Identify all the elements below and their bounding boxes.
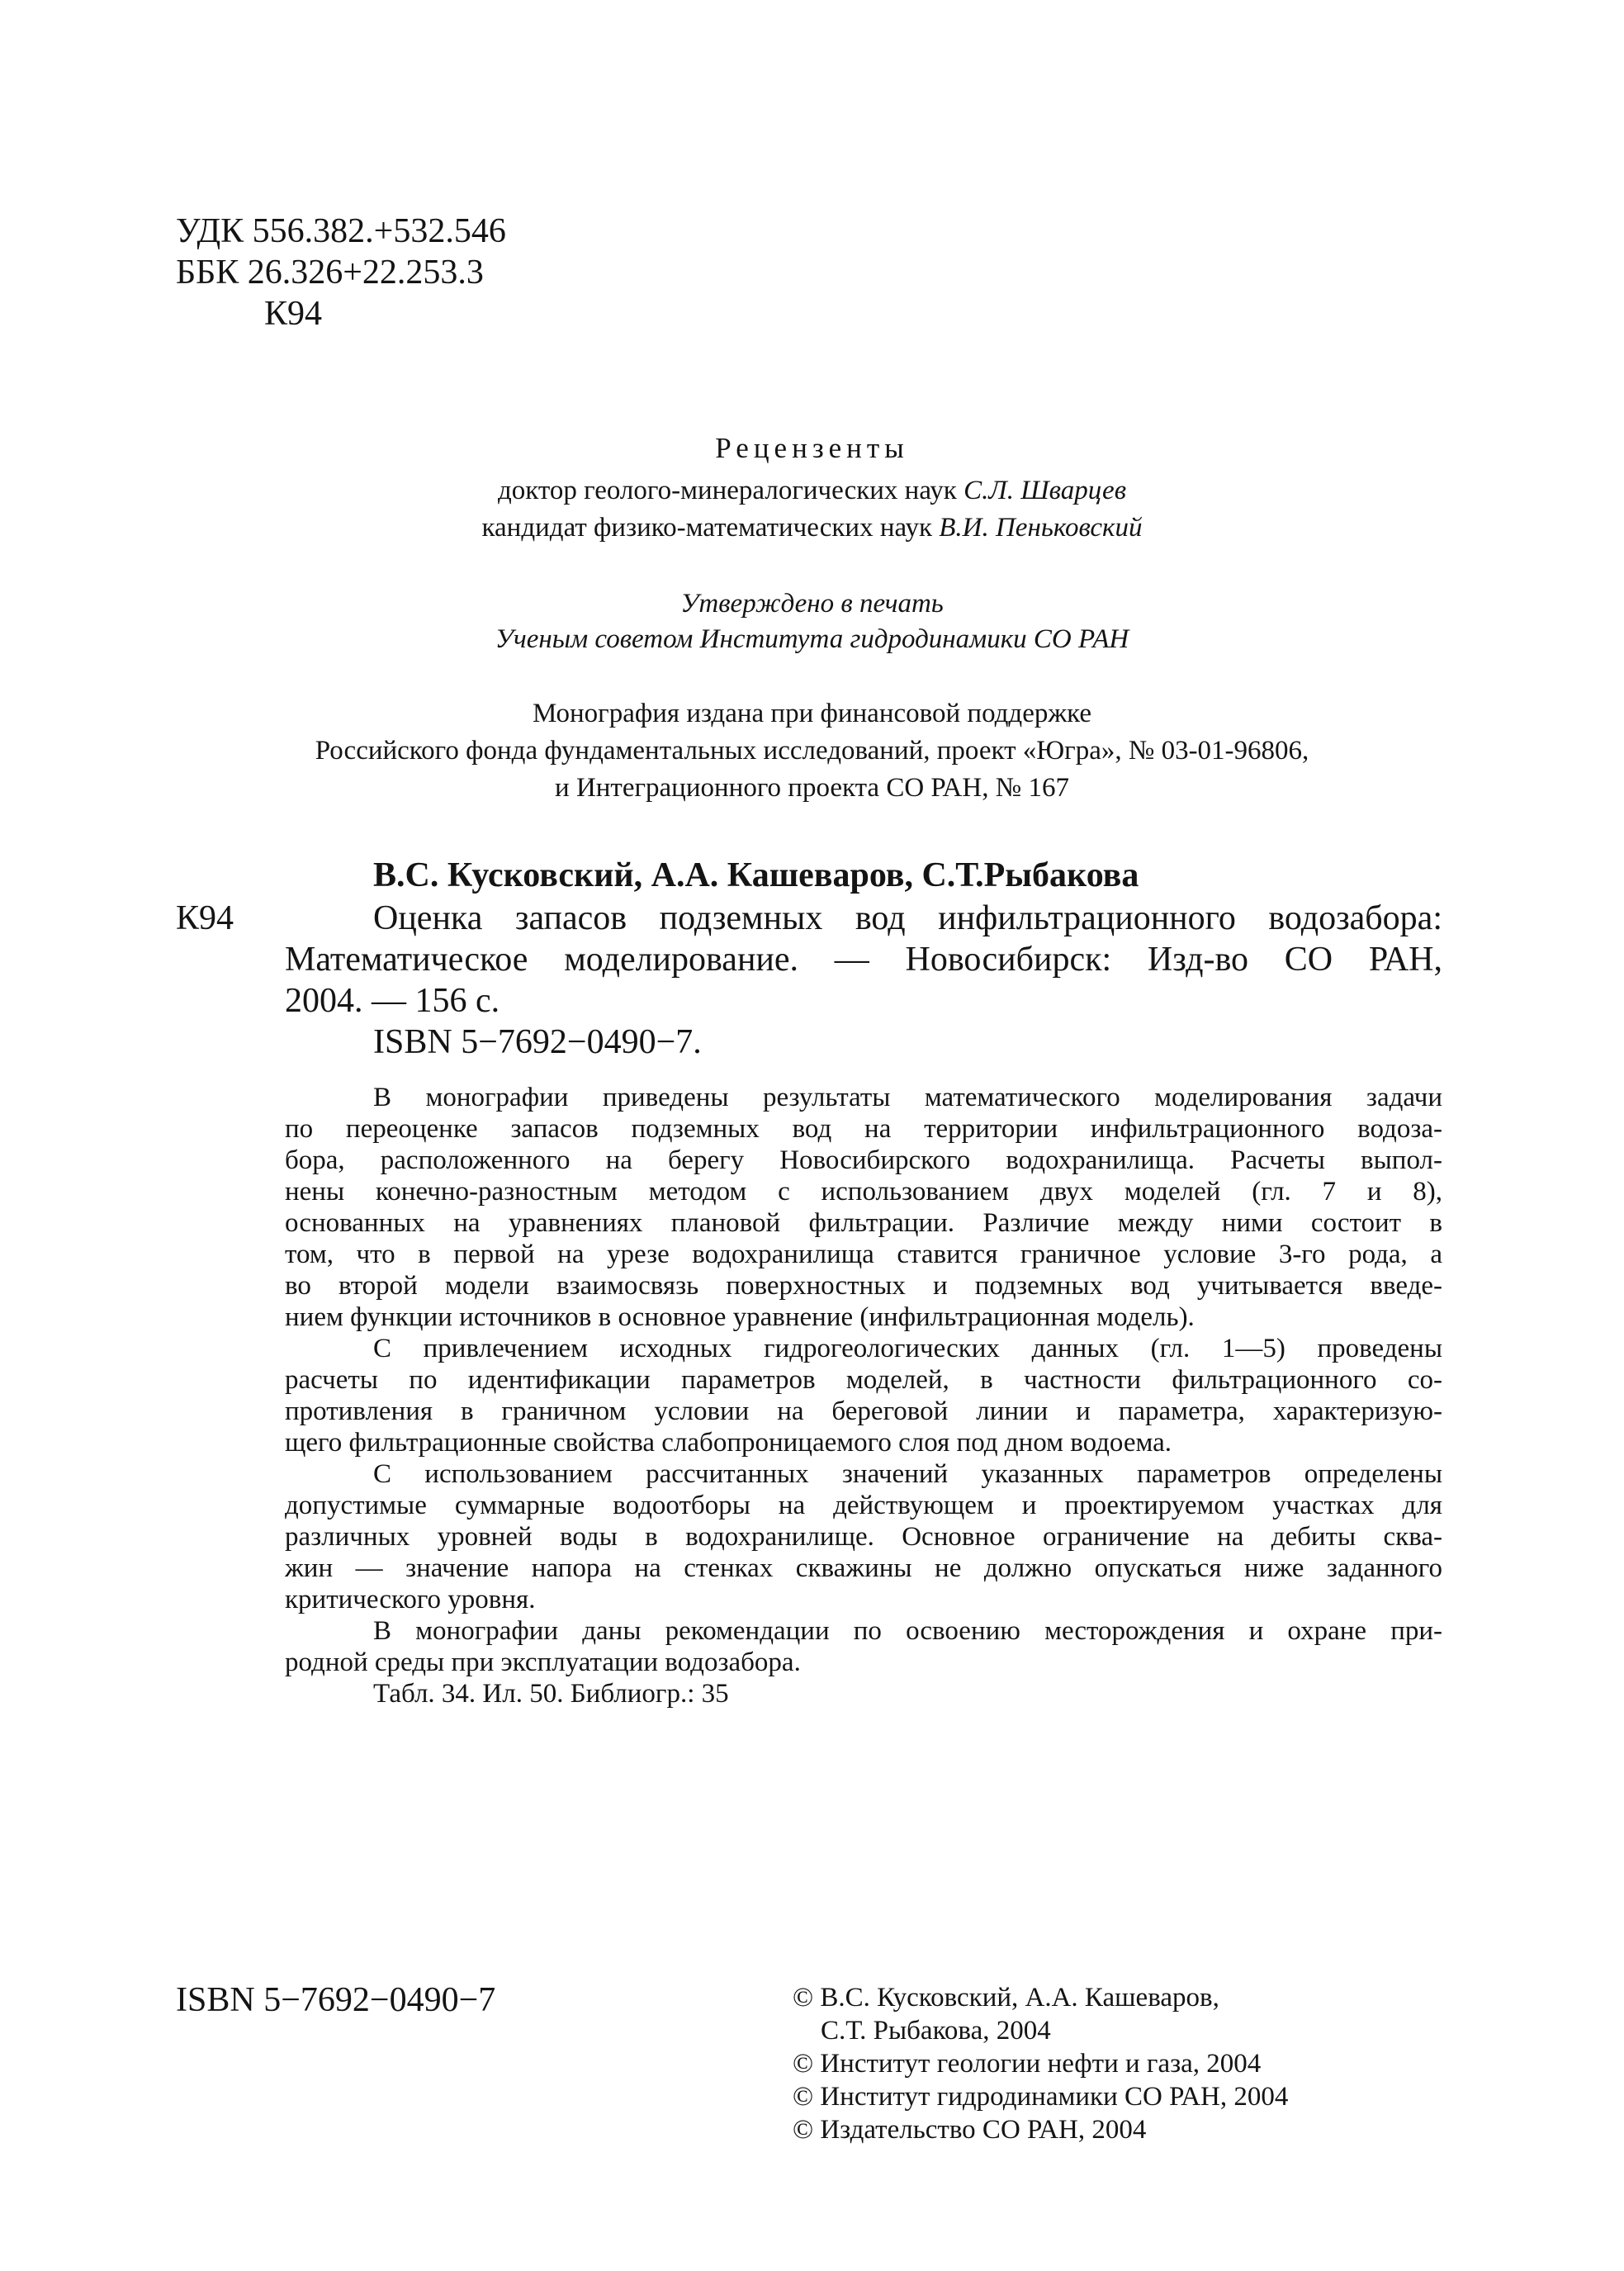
support-line-3: и Интеграционного проекта СО РАН, № 167	[555, 773, 1069, 803]
abstract-line: допустимые суммарные водоотборы на действующем и проектируемом участках для	[285, 1491, 1442, 1520]
support-line-1: Монография издана при финансовой поддержке	[532, 699, 1091, 728]
citation-title-line-3: 2004. — 156 с.	[285, 982, 500, 1020]
abstract-line: С использованием рассчитанных значений указанных параметров определены	[373, 1459, 1442, 1489]
abstract-line: по переоценке запасов подземных вод на территории инфильтрационного водоза-	[285, 1114, 1442, 1144]
footer-isbn: ISBN 5−7692−0490−7	[176, 1981, 496, 2019]
approval-line-2: Ученым советом Института гидродинамики СО РАН	[495, 624, 1129, 654]
abstract-line: нены конечно-разностным методом с использованием двух моделей (гл. 7 и 8),	[285, 1177, 1442, 1207]
approval-line-1: Утверждено в печать	[680, 589, 944, 619]
abstract-line: противления в граничном условии на береговой линии и параметра, характеризую-	[285, 1396, 1442, 1426]
abstract-line: нием функции источников в основное уравнение (инфильтрационная модель).	[285, 1302, 1195, 1332]
bbk-code: ББК 26.326+22.253.3	[176, 254, 484, 292]
reviewers-heading: Рецензенты	[715, 432, 909, 464]
abstract-line: основанных на уравнениях плановой фильтрации. Различие между ними состоит в	[285, 1208, 1442, 1238]
udk-code: УДК 556.382.+532.546	[176, 212, 506, 250]
abstract-line: во второй модели взаимосвязь поверхностных и подземных вод учитывается введе-	[285, 1271, 1442, 1301]
abstract-line: критического уровня.	[285, 1585, 536, 1614]
abstract-line: жин — значение напора на стенках скважины не должно опускаться ниже заданного	[285, 1553, 1442, 1583]
citation-title-line-1: Оценка запасов подземных вод инфильтрационного водозабора:	[373, 899, 1442, 937]
copyright-line: © Институт гидродинамики СО РАН, 2004	[793, 2082, 1289, 2112]
reviewer-1-name: С.Л. Шварцев	[964, 476, 1127, 505]
abstract-line: расчеты по идентификации параметров моделей, в частности фильтрационного со-	[285, 1365, 1442, 1395]
copyright-line: © Издательство СО РАН, 2004	[793, 2115, 1147, 2145]
copyright-line: © Институт геологии нефти и газа, 2004	[793, 2049, 1262, 2079]
support-line-2: Российского фонда фундаментальных исследований, проект «Югра», № 03-01-96806,	[315, 736, 1309, 766]
copyright-line: © В.С. Кусковский, А.А. Кашеваров,	[793, 1983, 1219, 2013]
abstract-line: различных уровней воды в водохранилище. Основное ограничение на дебиты сква-	[285, 1522, 1442, 1552]
reviewer-2-name: В.И. Пеньковский	[939, 513, 1143, 543]
abstract-stats: Табл. 34. Ил. 50. Библиогр.: 35	[373, 1679, 729, 1709]
citation-sign: К94	[176, 899, 234, 937]
author-sign: К94	[264, 295, 323, 333]
abstract-line: щего фильтрационные свойства слабопроницаемого слоя под дном водоема.	[285, 1428, 1172, 1458]
abstract	[285, 1082, 1442, 1709]
copyright-line: С.Т. Рыбакова, 2004	[821, 2016, 1051, 2046]
abstract-line: том, что в первой на урезе водохранилища ставится граничное условие 3-го рода, а	[285, 1240, 1442, 1269]
abstract-line: С привлечением исходных гидрогеологических данных (гл. 1—5) проведены	[373, 1334, 1442, 1363]
reviewer-1	[0, 475, 1624, 506]
reviewer-1-title: доктор геолого-минералогических наук	[497, 476, 957, 505]
citation-authors: В.С. Кусковский, А.А. Кашеваров, С.Т.Рыбакова	[373, 856, 1139, 894]
abstract-line: В монографии даны рекомендации по освоению месторождения и охране при-	[373, 1616, 1442, 1646]
abstract-line: В монографии приведены результаты математического моделирования задачи	[373, 1083, 1442, 1112]
reviewer-2	[0, 512, 1624, 543]
reviewer-2-title: кандидат физико-математических наук	[481, 513, 932, 543]
abstract-line: родной среды при эксплуатации водозабора.	[285, 1648, 801, 1677]
citation-title-line-2: Математическое моделирование. — Новосибирск: Изд-во СО РАН,	[285, 941, 1442, 979]
abstract-line: бора, расположенного на берегу Новосибирского водохранилища. Расчеты выпол-	[285, 1145, 1442, 1175]
citation-isbn: ISBN 5−7692−0490−7.	[373, 1023, 702, 1061]
